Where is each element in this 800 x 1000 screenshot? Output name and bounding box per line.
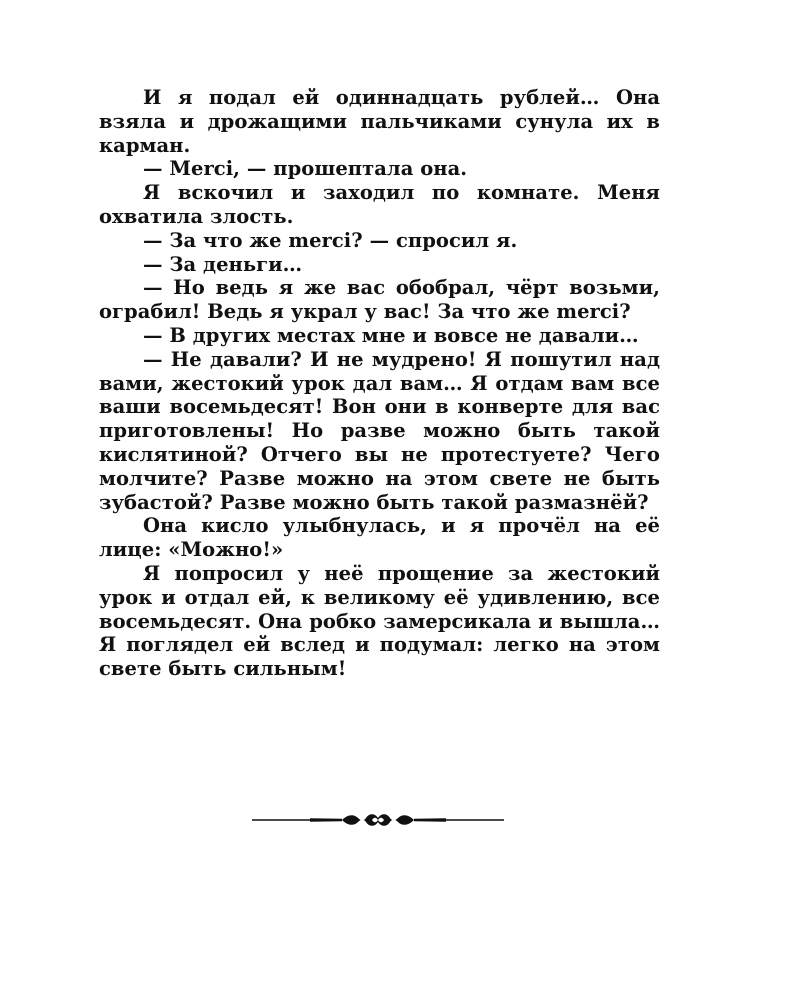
paragraph-6: — Но ведь я же вас обобрал, чёрт возьми, ограбил! Ведь я украл у вас! За что же merci? bbox=[99, 276, 660, 324]
paragraph-8: — Не давали? И не мудрено! Я пошутил над вами, жестокий урок дал вам… Я отдам вам все ваши восемьдесят! Вон они в конверте для вас приготовлены! Но разве можно быть такой кислятиной? Отчего вы не протестуете? Чего молчите? Разве можно на этом свете не быть зубастой? Разве можно быть такой размазнёй? bbox=[99, 347, 660, 514]
story-text bbox=[99, 86, 660, 681]
paragraph-1: И я подал ей одиннадцать рублей… Она взяла и дрожащими пальчиками сунула их в карман. bbox=[99, 86, 660, 157]
paragraph-4: — За что же merci? — спросил я. bbox=[143, 228, 518, 252]
paragraph-5: — За деньги… bbox=[143, 252, 303, 276]
paragraph-2: — Merci, — прошептала она. bbox=[143, 157, 468, 181]
paragraph-7: — В других местах мне и вовсе не давали… bbox=[143, 323, 639, 347]
paragraph-3: Я вскочил и заходил по комнате. Меня охватила злость. bbox=[99, 181, 660, 228]
flourish-divider-icon bbox=[250, 806, 506, 834]
paragraph-9: Она кисло улыбнулась, и я прочёл на её лице: «Можно!» bbox=[99, 514, 660, 562]
paragraph-10: Я попросил у неё прощение за жестокий урок и отдал ей, к великому её удивлению, все восемьдесят. Она робко замерсикала и вышла… Я поглядел ей вслед и подумал: легко на этом свете быть сильным! bbox=[99, 561, 660, 681]
